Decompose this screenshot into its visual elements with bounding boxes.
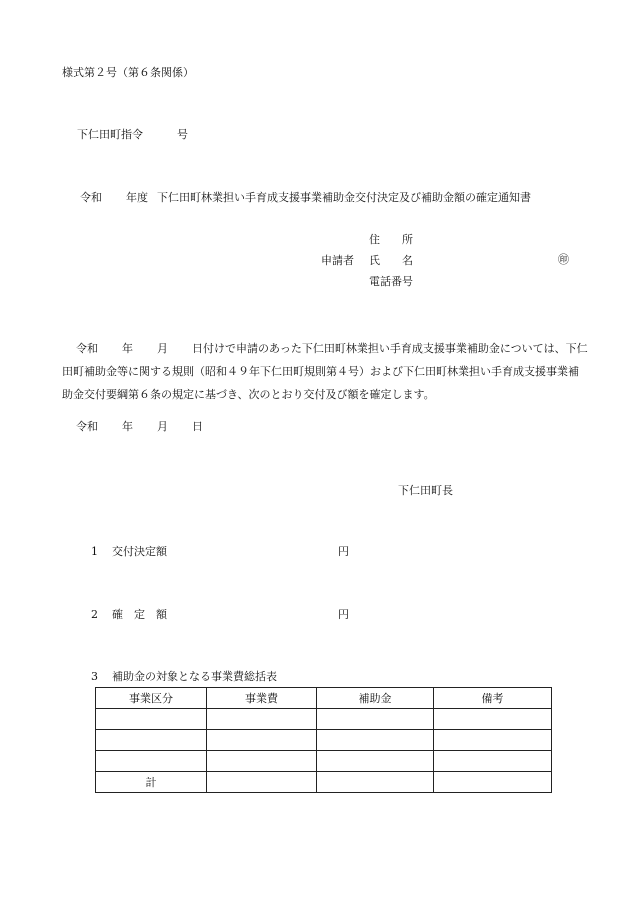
column-header: 事業費 — [207, 688, 317, 709]
table-cell — [317, 772, 434, 793]
body-year: 年 — [122, 342, 133, 355]
date-day: 日 — [192, 420, 203, 433]
document-title — [80, 192, 531, 203]
form-label: 様式第２号（第６条関係） — [62, 66, 194, 79]
table-cell — [207, 709, 317, 730]
item-number: 1 — [91, 545, 98, 558]
table-cell — [434, 751, 552, 772]
table-cell — [434, 709, 552, 730]
column-header: 補助金 — [317, 688, 434, 709]
table-header-row — [96, 688, 552, 709]
title-era: 令和 — [80, 191, 102, 204]
reference-prefix: 下仁田町指令 — [77, 128, 143, 141]
table-row — [96, 730, 552, 751]
item-number: 2 — [91, 608, 98, 621]
item-grant-decision — [91, 546, 167, 557]
summary-heading-text: 補助金の対象となる事業費総括表 — [112, 670, 277, 683]
table-cell — [434, 772, 552, 793]
summary-heading — [91, 671, 277, 682]
title-year: 年度 — [126, 191, 148, 204]
applicant-label: 申請者 — [321, 254, 354, 267]
table-cell — [96, 730, 207, 751]
body-era: 令和 — [76, 342, 98, 355]
table-cell — [207, 730, 317, 751]
table-cell — [317, 751, 434, 772]
date-year: 年 — [122, 420, 133, 433]
column-header: 事業区分 — [96, 688, 207, 709]
body-month: 月 — [157, 342, 168, 355]
summary-number: 3 — [91, 670, 98, 683]
name-label: 氏 名 — [369, 254, 413, 267]
seal-mark: ㊞ — [558, 253, 569, 266]
item-label: 確 定 額 — [112, 608, 167, 621]
notice-date — [76, 421, 203, 432]
table-row — [96, 709, 552, 730]
column-header: 備考 — [434, 688, 552, 709]
table-cell — [96, 709, 207, 730]
table-row — [96, 751, 552, 772]
table-cell — [207, 751, 317, 772]
total-label: 計 — [96, 772, 207, 793]
date-month: 月 — [157, 420, 168, 433]
phone-label: 電話番号 — [369, 275, 413, 288]
table-total-row — [96, 772, 552, 793]
table-cell — [207, 772, 317, 793]
body-text: 日付けで申請のあった下仁田町林業担い手育成支援事業補助金については、下仁田町補助金等に関する規則（昭和４９年下仁田町規則第４号）および下仁田町林業担い手育成支援事業補助金交付要綱第６条の規定に基づき、次のとおり交付及び額を確定します。 — [62, 342, 588, 401]
notice-body — [62, 337, 588, 406]
address-label: 住 所 — [369, 233, 413, 246]
item-unit: 円 — [338, 608, 349, 621]
title-text: 下仁田町林業担い手育成支援事業補助金交付決定及び補助金額の確定通知書 — [157, 191, 531, 204]
issuer-name: 下仁田町長 — [398, 484, 453, 497]
item-label: 交付決定額 — [112, 545, 167, 558]
item-unit: 円 — [338, 545, 349, 558]
expense-summary-table — [95, 687, 552, 793]
date-era: 令和 — [76, 420, 98, 433]
reference-number — [77, 129, 188, 140]
reference-suffix: 号 — [177, 128, 188, 141]
table-cell — [434, 730, 552, 751]
item-confirmed-amount — [91, 609, 167, 620]
table-cell — [96, 751, 207, 772]
table-cell — [317, 709, 434, 730]
table-cell — [317, 730, 434, 751]
